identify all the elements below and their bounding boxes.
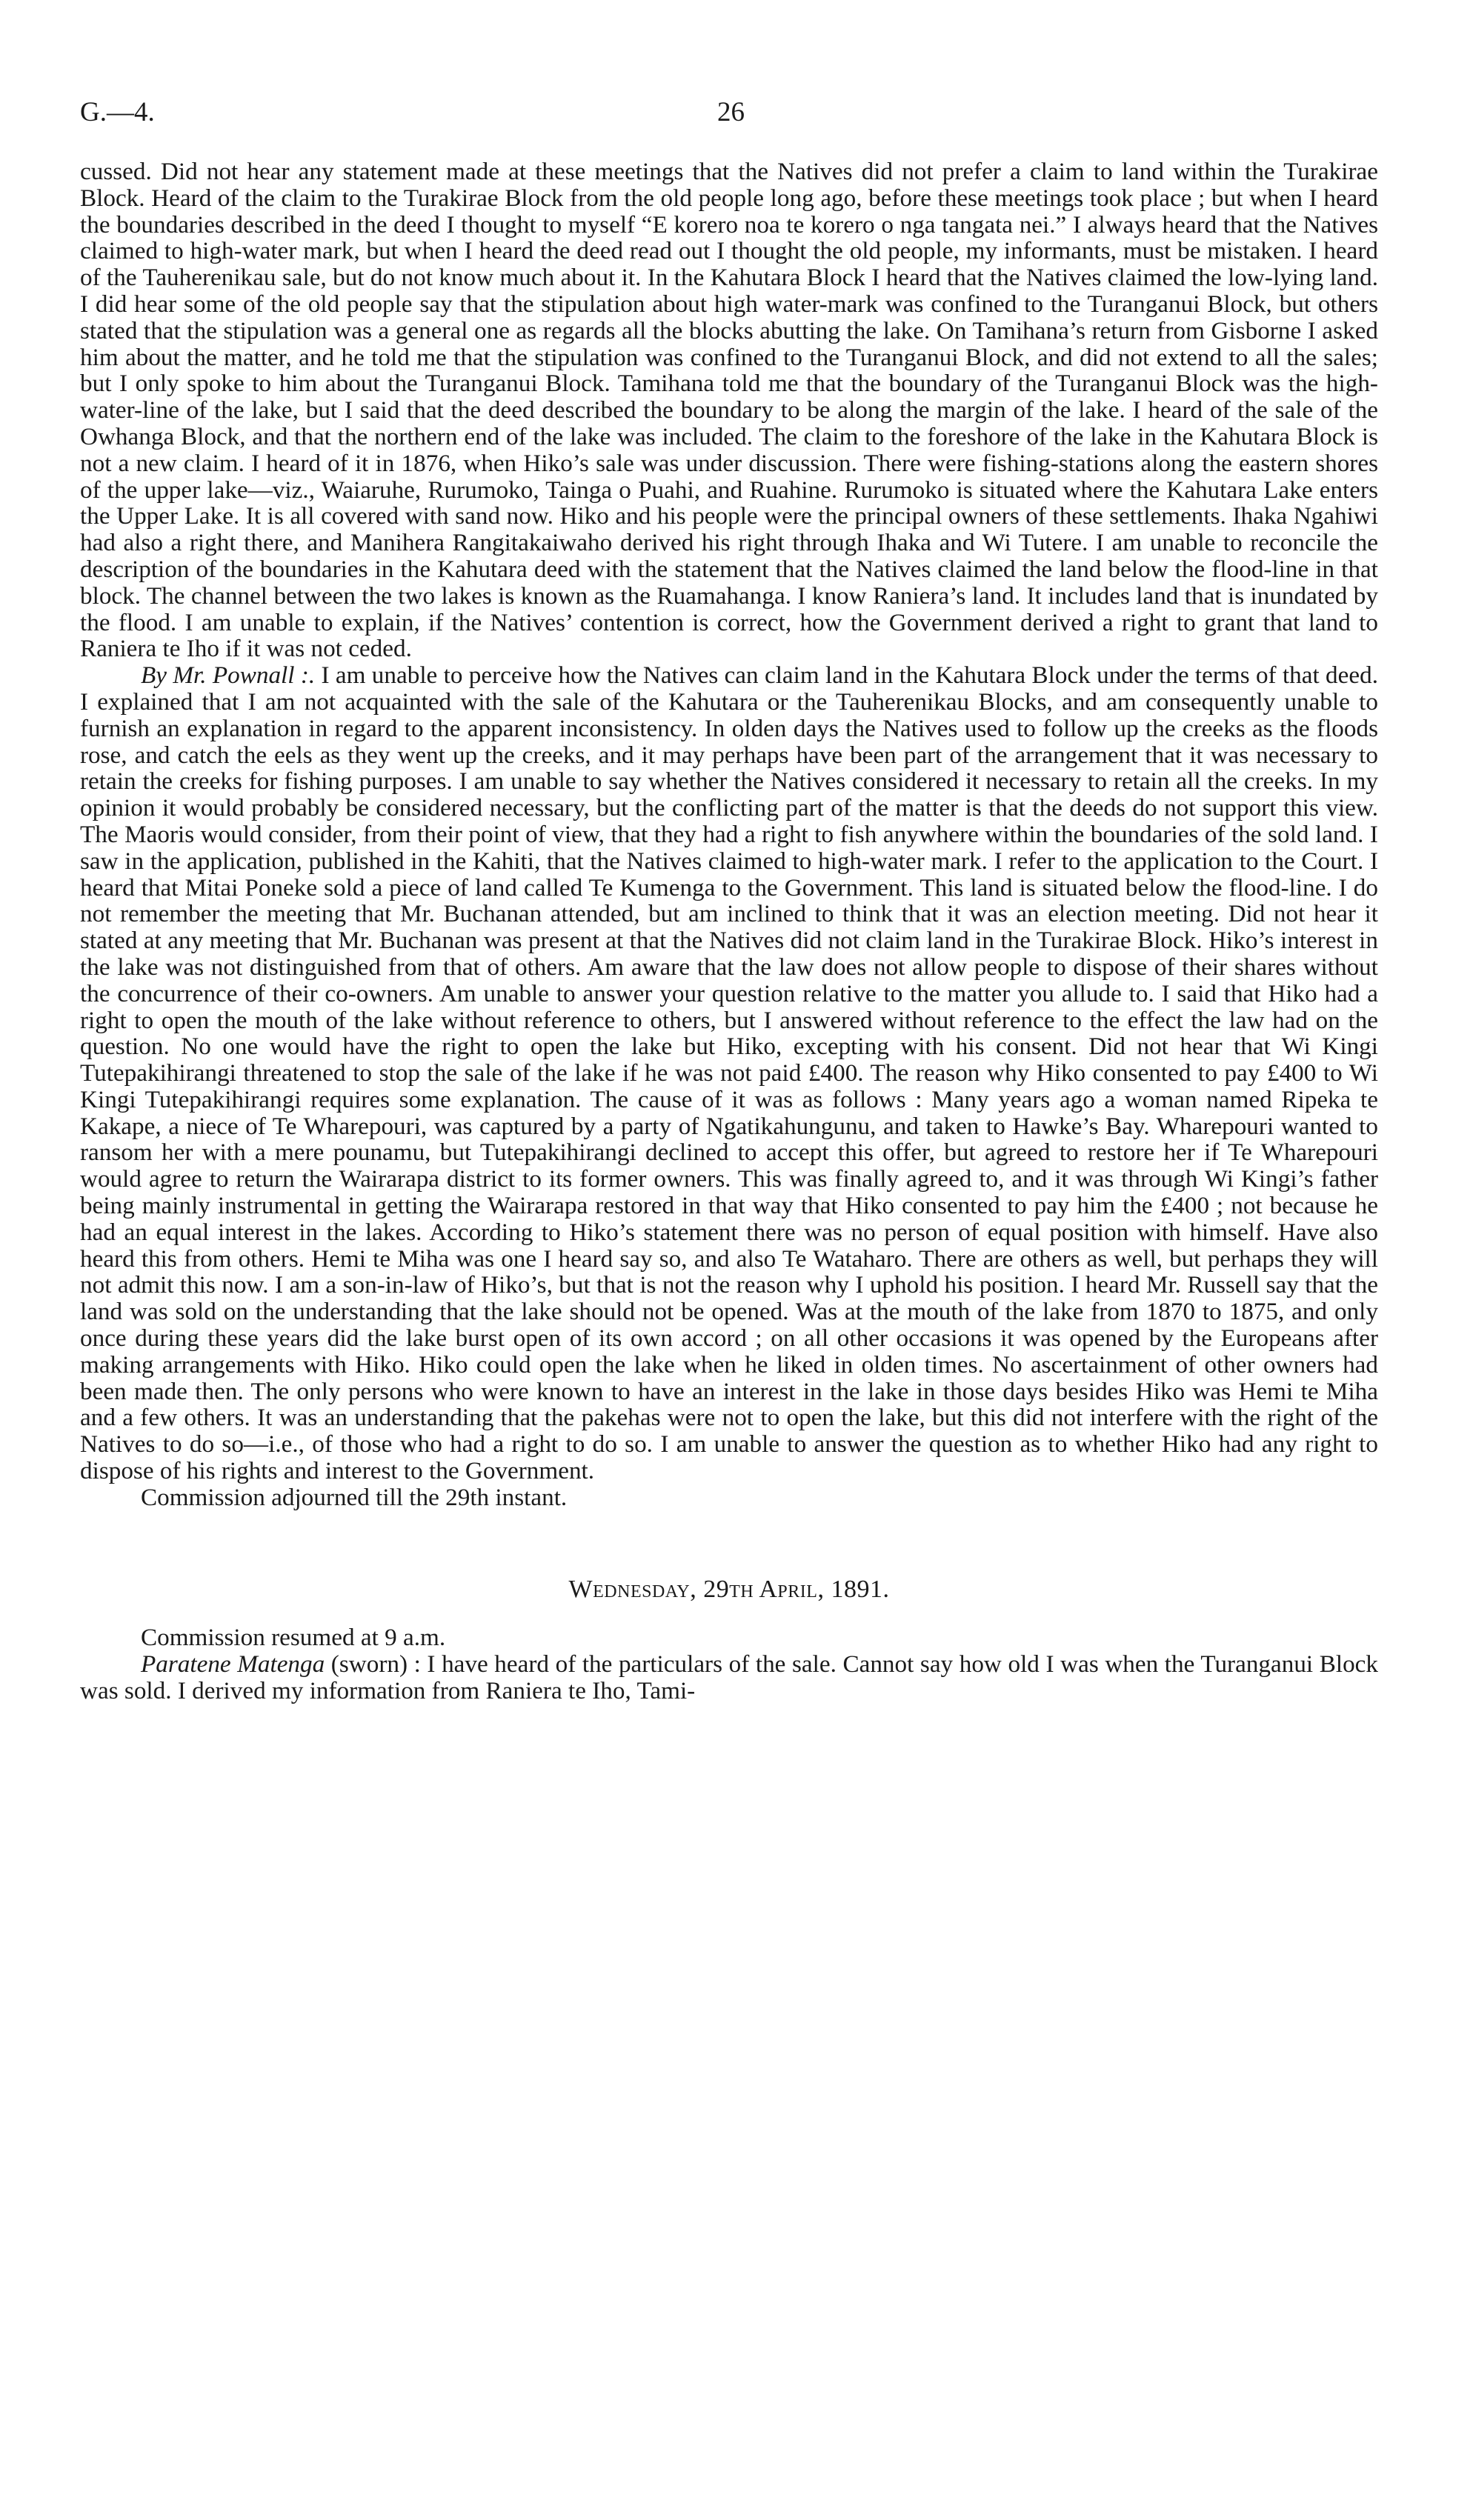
paragraph-text: Commission resumed at 9 a.m.	[141, 1624, 446, 1652]
witness-name: Paratene Matenga	[141, 1650, 325, 1679]
paragraph-cross-examination	[80, 662, 1378, 1484]
paragraph-witness-testimony	[80, 1651, 1378, 1704]
paragraph-text: cussed. Did not hear any statement made at these meetings that the Natives did not prefer a claim to land within the Turakirae Block. Heard of the claim to the Turakirae Block from the old people long ago, before these meetings took place ; but when I heard the boundaries described in the deed I thought to myself “E korero noa te korero o nga tangata nei.” I always heard that the Natives claimed to high-water mark, but when I heard the deed read out I thought the old people, my informants, must be mistaken. I heard of the Tauherenikau sale, but do not know much about it. In the Kahutara Block I heard that the Natives claimed the low-lying land. I did hear some of the old people say that the stipulation about high water-mark was confined to the Turanganui Block, but others stated that the stipulation was a general one as regards all the blocks abutting the lake. On Tamihana’s return from Gisborne I asked him about the matter, and he told me that the stipulation was confined to the Turanganui Block, and did not extend to all the sales; but I only spoke to him about the Turanganui Block. Tamihana told me that the boundary of the Turanganui Block was the high-water-line of the lake, but I said that the deed described the boundary to be along the margin of the lake. I heard of the sale of the Owhanga Block, and that the northern end of the lake was included. The claim to the foreshore of the lake in the Kahutara Block is not a new claim. I heard of it in 1876, when Hiko’s sale was under discussion. There were fishing-stations along the eastern shores of the upper lake—viz., Waiaruhe, Rurumoko, Tainga o Puahi, and Ruahine. Rurumoko is situated where the Kahutara Lake enters the Upper Lake. It is all covered with sand now. Hiko and his people were the principal owners of these settlements. Ihaka Ngahiwi had also a right there, and Manihera Rangitakaiwaho derived his right through Ihaka and Wi Tutere. I am unable to reconcile the description of the boundaries in the Kahutara deed with the statement that the Natives claimed the land below the flood-line in that block. The channel between the two lakes is known as the Ruamahanga. I know Raniera’s land. It includes land that is inundated by the flood. I am unable to explain, if the Natives’ contention is correct, how the Government derived a right to grant that land to Raniera te Iho if it was not ceded.	[80, 158, 1378, 663]
paragraph-resumed	[80, 1624, 1378, 1651]
paragraph-text: (sworn) : I have heard of the particulars of the sale. Cannot say how old I was when the Turanganui Block was sold. I derived my information from Raniera te Iho, Tami-	[80, 1650, 1379, 1705]
paragraph-adjournment	[80, 1484, 1378, 1511]
document-page	[80, 96, 1378, 1704]
examiner-label: By Mr. Pownall :.	[141, 661, 316, 690]
running-header	[80, 96, 1378, 141]
body-text	[80, 159, 1378, 1704]
paragraph-text: I am unable to perceive how the Natives can claim land in the Kahutara Block under the terms of that deed. I explained that I am not acquainted with the sale of the Kahutara or the Tauherenikau Blocks, and am consequently unable to furnish an explanation in regard to the apparent inconsistency. In olden days the Natives used to follow up the creeks as the floods rose, and catch the eels as they went up the creeks, and it may perhaps have been part of the arrangement that it was necessary to retain the creeks for fishing purposes. I am unable to say whether the Natives considered it necessary to retain all the creeks. In my opinion it would probably be considered necessary, but the conflicting part of the matter is that the deeds do not support this view. The Maoris would consider, from their point of view, that they had a right to fish anywhere within the boundaries of the sold land. I saw in the application, published in the Kahiti, that the Natives claimed to high-water mark. I refer to the application to the Court. I heard that Mitai Poneke sold a piece of land called Te Kumenga to the Government. This land is situated below the flood-line. I do not remember the meeting that Mr. Buchanan attended, but am inclined to think that it was an election meeting. Did not hear it stated at any meeting that Mr. Buchanan was present at that the Natives did not claim land in the Turakirae Block. Hiko’s interest in the lake was not distinguished from that of others. Am aware that the law does not allow people to dispose of their shares without the concurrence of their co-owners. Am unable to answer your question relative to the matter you allude to. I said that Hiko had a right to open the mouth of the lake without reference to others, but I answered without reference to the effect the law had on the question. No one would have the right to open the lake but Hiko, excepting with his consent. Did not hear that Wi Kingi Tutepakihirangi threatened to stop the sale of the lake if he was not paid £400. The reason why Hiko consented to pay £400 to Wi Kingi Tutepakihirangi requires some explanation. The cause of it was as follows : Many years ago a woman named Ripeka te Kakape, a niece of Te Wharepouri, was captured by a party of Ngatikahungunu, and taken to Hawke’s Bay. Wharepouri wanted to ransom her with a mere pounamu, but Tutepakihirangi declined to accept this offer, but agreed to restore her if Te Wharepouri would agree to return the Wairarapa district to its former owners. This was finally agreed to, and it was through Wi Kingi’s father being mainly instrumental in getting the Wairarapa restored in that way that Hiko consented to pay him the £400 ; not because he had an equal interest in the lakes. According to Hiko’s statement there was no person of equal position with himself. Have also heard this from others. Hemi te Miha was one I heard say so, and also Te Wataharo. There are others as well, but perhaps they will not admit this now. I am a son-in-law of Hiko’s, but that is not the reason why I uphold his position. I heard Mr. Russell say that the land was sold on the understanding that the lake should not be opened. Was at the mouth of the lake from 1870 to 1875, and only once during these years did the lake burst open of its own accord ; on all other occasions it was opened by the Europeans after making arrangements with Hiko. Hiko could open the lake when he liked in olden times. No ascertainment of other owners had been made then. The only persons who were known to have an interest in the lake in those days besides Hiko was Hemi te Miha and a few others. It was an understanding that the pakehas were not to open the lake, but this did not interfere with the right of the Natives to do so—i.e., of those who had a right to do so. I am unable to answer the question as to whether Hiko had any right to dispose of his rights and interest to the Government.	[80, 661, 1378, 1485]
paragraph-text: Commission adjourned till the 29th instant.	[141, 1483, 568, 1511]
date-heading: Wednesday, 29th April, 1891.	[568, 1575, 890, 1603]
paragraph-continued-evidence	[80, 159, 1378, 662]
page-number: 26	[717, 97, 745, 127]
report-reference: G.—4.	[80, 97, 155, 127]
